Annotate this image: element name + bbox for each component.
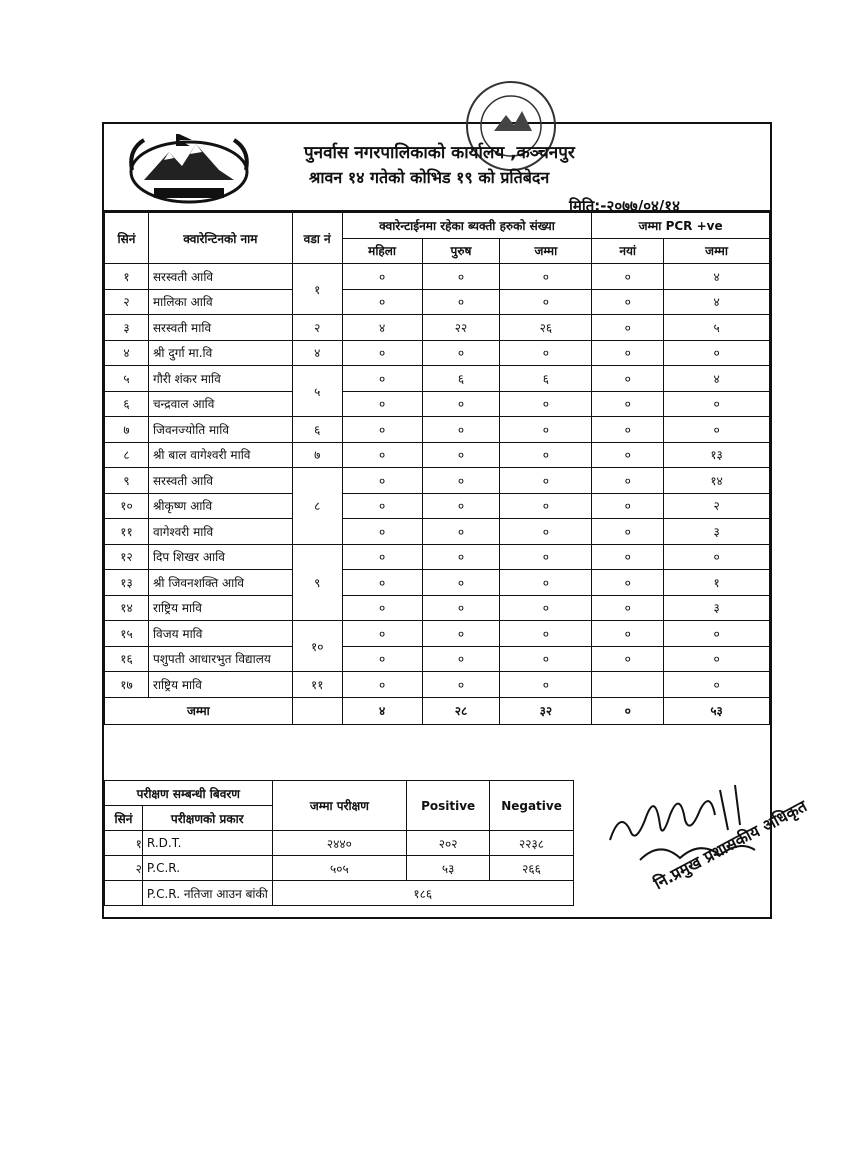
table-row [105,366,770,392]
row-sn: ११ [105,519,149,545]
row-sn: १५ [105,621,149,647]
pcr-positive: ५३ [407,856,490,881]
row-name: सरस्वती मावि [148,315,292,341]
negative-header: Negative [490,781,574,831]
row-name: दिप शिखर आवि [148,544,292,570]
table-row [105,881,574,906]
row-male: ० [422,672,500,698]
row-pcr-total: ५ [664,315,770,341]
pcr-positive-header: जम्मा PCR +ve [592,213,770,239]
row-ward: ८ [292,468,342,545]
row-total: ० [500,442,592,468]
table-row [105,519,770,545]
row-female: ० [342,264,422,290]
row-name: श्रीकृष्ण आवि [148,493,292,519]
row-female: ० [342,621,422,647]
table-row [105,289,770,315]
pcr-sn: २ [105,856,143,881]
test-type-header: परीक्षणको प्रकार [142,806,272,831]
table-row [105,544,770,570]
rdt-positive: २०२ [407,831,490,856]
report-title: श्रावन १४ गतेको कोभिड १९ को प्रतिबेदन [309,168,550,187]
row-name: वागेश्वरी मावि [148,519,292,545]
total-new: ० [592,697,664,724]
officer-stamp: नि.प्रमुख प्रशासकीय अधिकृत [650,796,810,894]
row-new: ० [592,417,664,443]
table-row [105,621,770,647]
table-row [105,856,574,881]
table-row [105,672,770,698]
row-name: श्री जिवनशक्ति आवि [148,570,292,596]
row-pcr-total: ० [664,672,770,698]
row-male: ० [422,570,500,596]
row-new: ० [592,595,664,621]
row-total: ० [500,391,592,417]
col-name-header: क्वारेन्टिनको नाम [148,213,292,264]
row-ward: ५ [292,366,342,417]
row-male: ० [422,264,500,290]
total-ward-empty [292,697,342,724]
table-row [105,417,770,443]
table-row [105,442,770,468]
row-sn: ४ [105,340,149,366]
positive-header: Positive [407,781,490,831]
row-new: ० [592,442,664,468]
row-male: ० [422,391,500,417]
row-sn: १६ [105,646,149,672]
row-name: गौरी शंकर मावि [148,366,292,392]
row-male: ० [422,340,500,366]
row-male: ० [422,289,500,315]
row-female: ० [342,391,422,417]
row-name: जिवनज्योति मावि [148,417,292,443]
government-emblem-icon [124,130,254,206]
row-pcr-total: ० [664,646,770,672]
table-row [105,570,770,596]
row-female: ० [342,544,422,570]
row-male: २२ [422,315,500,341]
table-row [105,340,770,366]
row-male: ० [422,646,500,672]
row-sn: १४ [105,595,149,621]
row-male: ० [422,621,500,647]
table-row [105,493,770,519]
row-female: ० [342,289,422,315]
row-new: ० [592,289,664,315]
female-header: महिला [342,238,422,264]
row-name: सरस्वती आवि [148,468,292,494]
office-title: पुनर्वास नगरपालिकाको कार्यालय ,कञ्चनपुर [304,143,575,163]
row-total: ० [500,493,592,519]
row-new [592,672,664,698]
row-sn: १३ [105,570,149,596]
row-male: ० [422,442,500,468]
row-name: मालिका आवि [148,289,292,315]
row-new: ० [592,544,664,570]
row-total: ० [500,544,592,570]
row-name: श्री बाल वागेश्वरी मावि [148,442,292,468]
row-female: ० [342,646,422,672]
row-pcr-total: ० [664,340,770,366]
row-male: ० [422,493,500,519]
new-header: नयां [592,238,664,264]
row-pcr-total: १४ [664,468,770,494]
row-ward: ११ [292,672,342,698]
row-sn: १७ [105,672,149,698]
total-label: जम्मा [105,697,293,724]
row-new: ० [592,391,664,417]
male-header: पुरुष [422,238,500,264]
row-female: ० [342,442,422,468]
row-male: ० [422,417,500,443]
pcr-type: P.C.R. [142,856,272,881]
row-ward: ६ [292,417,342,443]
row-total: ० [500,264,592,290]
row-female: ० [342,366,422,392]
col-sn-header: सिनं [105,213,149,264]
row-sn: ८ [105,442,149,468]
row-name: राष्ट्रिय मावि [148,672,292,698]
row-sn: १ [105,264,149,290]
row-total: ० [500,621,592,647]
quarantine-count-header: क्वारेन्टाईनमा रहेका ब्यक्ती हरुको संख्या [342,213,592,239]
row-female: ० [342,340,422,366]
row-sn: ५ [105,366,149,392]
row-male: ० [422,519,500,545]
pcr-total: ५०५ [272,856,407,881]
row-total: ० [500,672,592,698]
total-total: ३२ [500,697,592,724]
row-pcr-total: १ [664,570,770,596]
row-female: ० [342,595,422,621]
row-female: ० [342,417,422,443]
row-pcr-total: ३ [664,595,770,621]
rdt-type: R.D.T. [142,831,272,856]
row-pcr-total: ४ [664,366,770,392]
row-female: ० [342,672,422,698]
row-pcr-total: ४ [664,289,770,315]
table-row [105,468,770,494]
row-name: चन्द्रवाल आवि [148,391,292,417]
row-sn: ३ [105,315,149,341]
pcr-total-header: जम्मा [664,238,770,264]
row-ward: १० [292,621,342,672]
total-pcr: ५३ [664,697,770,724]
pending-sn-empty [105,881,143,906]
row-new: ० [592,264,664,290]
row-female: ४ [342,315,422,341]
rdt-negative: २२३८ [490,831,574,856]
row-total: ० [500,570,592,596]
rdt-total: २४४० [272,831,407,856]
row-pcr-total: ० [664,417,770,443]
test-total-header: जम्मा परीक्षण [272,781,407,831]
row-new: ० [592,519,664,545]
row-total: ० [500,289,592,315]
row-name: राष्ट्रिय मावि [148,595,292,621]
row-total: ० [500,519,592,545]
row-new: ० [592,570,664,596]
row-total: ० [500,340,592,366]
row-pcr-total: २ [664,493,770,519]
total-header: जम्मा [500,238,592,264]
row-ward: १ [292,264,342,315]
row-total: ० [500,468,592,494]
row-ward: ७ [292,442,342,468]
row-ward: ४ [292,340,342,366]
row-name: विजय मावि [148,621,292,647]
row-male: ० [422,544,500,570]
row-sn: १० [105,493,149,519]
row-sn: ६ [105,391,149,417]
total-male: २८ [422,697,500,724]
row-female: ० [342,519,422,545]
row-name: श्री दुर्गा मा.वि [148,340,292,366]
pending-value: १८६ [272,881,573,906]
row-total: ० [500,417,592,443]
row-pcr-total: ४ [664,264,770,290]
test-details-table [104,780,574,906]
row-total: ६ [500,366,592,392]
test-details-title: परीक्षण सम्बन्धी बिवरण [105,781,273,806]
row-new: ० [592,340,664,366]
row-pcr-total: ० [664,621,770,647]
row-sn: ९ [105,468,149,494]
row-name: सरस्वती आवि [148,264,292,290]
row-male: ० [422,595,500,621]
row-sn: २ [105,289,149,315]
total-row [105,697,770,724]
row-new: ० [592,468,664,494]
row-female: ० [342,493,422,519]
table-row [105,264,770,290]
table-row [105,315,770,341]
row-ward: ९ [292,544,342,621]
report-date: मिति:-२०७७/०४/१४ [569,197,680,215]
row-new: ० [592,646,664,672]
row-sn: १२ [105,544,149,570]
row-new: ० [592,315,664,341]
row-new: ० [592,621,664,647]
table-row [105,646,770,672]
row-sn: ७ [105,417,149,443]
row-new: ० [592,493,664,519]
row-male: ० [422,468,500,494]
table-row [105,595,770,621]
row-name: पशुपती आधारभुत विद्यालय [148,646,292,672]
quarantine-table [104,212,770,725]
total-female: ४ [342,697,422,724]
row-ward: २ [292,315,342,341]
row-total: ० [500,646,592,672]
row-new: ० [592,366,664,392]
row-pcr-total: १३ [664,442,770,468]
table-row [105,831,574,856]
col-ward-header: वडा नं [292,213,342,264]
row-female: ० [342,570,422,596]
test-sn-header: सिनं [105,806,143,831]
row-pcr-total: ३ [664,519,770,545]
pending-label: P.C.R. नतिजा आउन बांकी [142,881,272,906]
table-row [105,391,770,417]
row-male: ६ [422,366,500,392]
pcr-negative: २६६ [490,856,574,881]
row-total: ० [500,595,592,621]
rdt-sn: १ [105,831,143,856]
row-total: २६ [500,315,592,341]
row-pcr-total: ० [664,544,770,570]
row-pcr-total: ० [664,391,770,417]
row-female: ० [342,468,422,494]
